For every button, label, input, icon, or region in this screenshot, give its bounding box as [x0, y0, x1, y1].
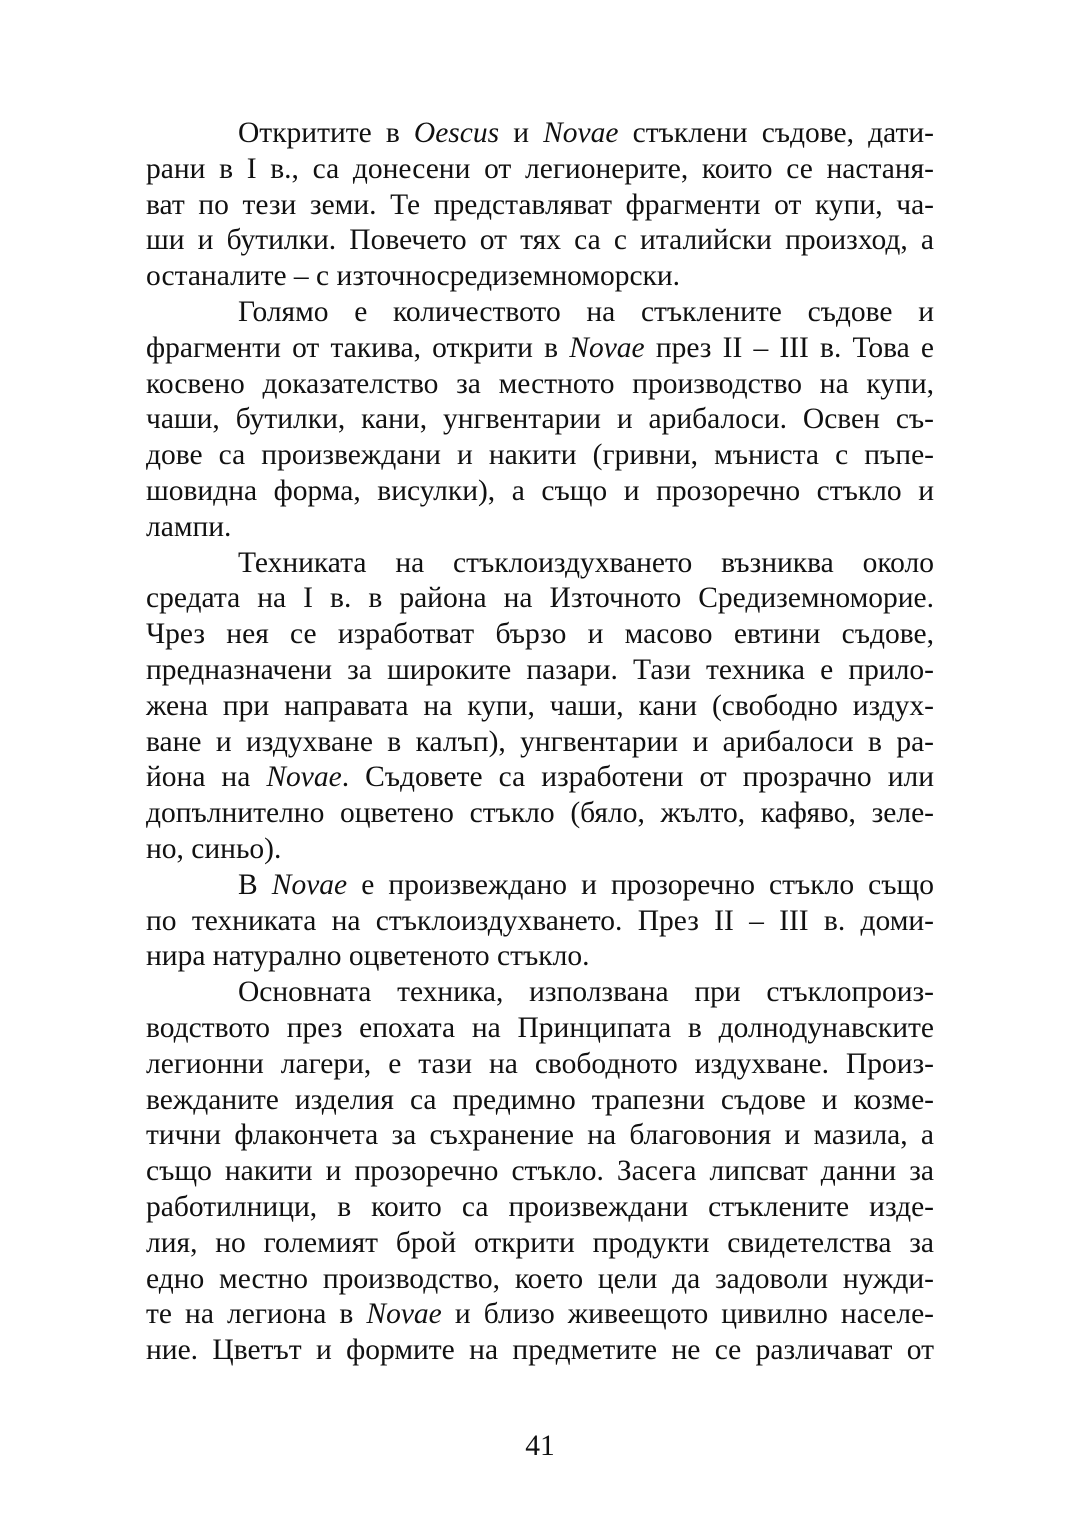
- text-line: [146, 295, 934, 331]
- text-line: [146, 438, 934, 474]
- text-line: [146, 188, 934, 224]
- text-segment: средата на I в. в района на Източното Средиземноморие.: [146, 582, 934, 615]
- text-segment: тични флакончета за съхранение на благовония и мазила, а: [146, 1119, 934, 1152]
- text-line: [146, 1118, 934, 1154]
- text-segment: дове са произвеждани и накити (гривни, мъниста с пъпе-: [146, 439, 934, 472]
- text-line: [146, 259, 934, 295]
- italic-term: Novae: [543, 117, 619, 149]
- text-line: [146, 760, 934, 796]
- text-segment: и: [499, 117, 544, 149]
- text-segment: допълнително оцветено стъкло (бяло, жълто, кафяво, зеле-: [146, 797, 934, 830]
- text-segment: вежданите изделия са предимно трапезни съдове и козме-: [146, 1083, 934, 1116]
- text-segment: В: [238, 868, 272, 901]
- page-number: 41: [525, 1430, 555, 1462]
- text-line: [146, 152, 934, 188]
- text-line: [146, 1011, 934, 1047]
- text-segment: през II – III в. Това е: [644, 331, 934, 364]
- text-segment: те на легиона в: [146, 1298, 367, 1331]
- text-line: [146, 1154, 934, 1190]
- text-line: [146, 617, 934, 653]
- text-line: [146, 474, 934, 510]
- text-line: [146, 832, 934, 868]
- text-segment: ние. Цветът и формите на предметите не се различават от: [146, 1334, 934, 1367]
- text-line: [146, 546, 934, 582]
- italic-term: Novae: [266, 761, 342, 794]
- text-line: [146, 725, 934, 761]
- text-segment: е произвеждано и прозоречно стъкло също: [347, 868, 934, 901]
- text-line: [146, 1333, 934, 1369]
- text-segment: водството през епохата на Принципата в долнодунавските: [146, 1011, 934, 1044]
- text-segment: Техниката на стъклоиздухването възниква около: [238, 546, 934, 579]
- text-line: [146, 116, 934, 152]
- text-line: [146, 689, 934, 725]
- text-line: [146, 367, 934, 403]
- text-segment: предназначени за широките пазари. Тази техника е прило-: [146, 653, 934, 686]
- text-line: [146, 1262, 934, 1298]
- text-segment: по техниката на стъклоиздухването. През II – III в. доми-: [146, 904, 934, 937]
- text-line: [146, 975, 934, 1011]
- text-line: [146, 868, 934, 904]
- text-segment: Голямо е количеството на стъклените съдове и: [238, 295, 934, 328]
- text-segment: ват по тези земи. Те представляват фрагменти от купи, ча-: [146, 188, 934, 221]
- text-line: [146, 402, 934, 438]
- text-segment: Основната техника, използвана при стъклопроиз-: [238, 976, 934, 1009]
- text-segment: фрагменти от такива, открити в: [146, 331, 570, 364]
- text-line: [146, 1190, 934, 1226]
- text-line: [146, 939, 934, 975]
- text-segment: жена при направата на купи, чаши, кани (свободно издух-: [146, 689, 934, 722]
- text-segment: и близо живеещото цивилно населе-: [441, 1298, 934, 1331]
- text-segment: останалите – с източносредиземноморски.: [146, 260, 681, 293]
- text-segment: работилници, в които са произвеждани стъклените изде-: [146, 1190, 934, 1223]
- text-segment: косвено доказателство за местното производство на купи,: [146, 367, 934, 400]
- italic-term: Oescus: [413, 117, 500, 149]
- text-segment: но, синьо).: [146, 832, 282, 865]
- text-segment: лия, но големият брой открити продукти свидетелства за: [146, 1226, 934, 1259]
- text-line: [146, 653, 934, 689]
- text-line: [146, 581, 934, 617]
- text-segment: стъклени съдове, дати-: [618, 117, 934, 149]
- text-segment: шовидна форма, висулки), а също и прозоречно стъкло и: [146, 474, 934, 507]
- text-line: [146, 1083, 934, 1119]
- text-line: [146, 796, 934, 832]
- text-line: [146, 904, 934, 940]
- text-line: [146, 223, 934, 259]
- text-segment: едно местно производство, което цели да задоволи нужди-: [146, 1262, 934, 1295]
- text-segment: легионни лагери, е тази на свободното издухване. Произ-: [146, 1047, 934, 1080]
- text-line: [146, 1047, 934, 1083]
- text-segment: нира натурално оцветеното стъкло.: [146, 940, 590, 973]
- text-segment: ши и бутилки. Повечето от тях са с италийски произход, а: [146, 224, 934, 257]
- text-segment: рани в I в., са донесени от легионерите, които се настаня-: [146, 152, 934, 185]
- text-segment: . Съдовете са изработени от прозрачно или: [341, 761, 934, 794]
- text-segment: лампи.: [146, 510, 232, 543]
- text-segment: също накити и прозоречно стъкло. Засега липсват данни за: [146, 1155, 934, 1188]
- text-line: [146, 331, 934, 367]
- text-segment: ване и издухване в калъп), унгвентарии и арибалоси в ра-: [146, 725, 934, 758]
- text-line: [146, 1297, 934, 1333]
- italic-term: Novae: [271, 868, 348, 901]
- italic-term: Novae: [366, 1298, 442, 1331]
- text-line: [146, 1226, 934, 1262]
- body-text: [146, 116, 934, 1369]
- italic-term: Novae: [569, 331, 645, 364]
- text-segment: йона на: [146, 761, 267, 794]
- text-segment: чаши, бутилки, кани, унгвентарии и арибалоси. Освен съ-: [146, 403, 934, 436]
- text-segment: Откритите в: [238, 117, 414, 149]
- text-line: [146, 510, 934, 546]
- text-segment: Чрез нея се изработват бързо и масово евтини съдове,: [146, 618, 934, 651]
